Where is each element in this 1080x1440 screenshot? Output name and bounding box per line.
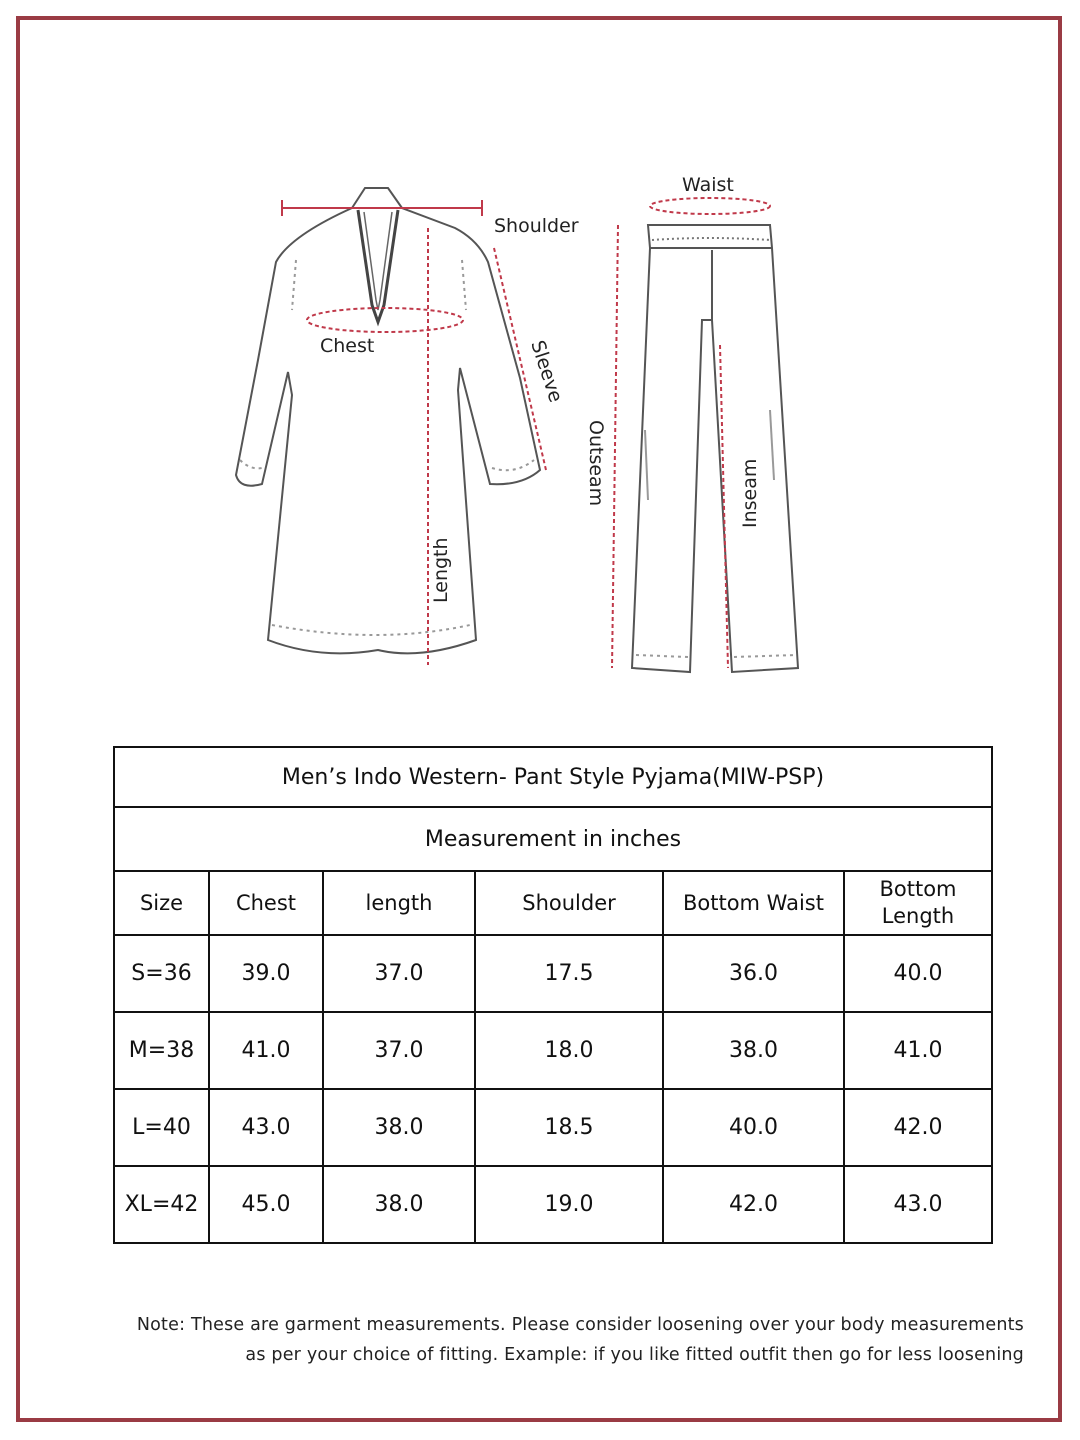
cell-bottom-length: 42.0: [844, 1089, 992, 1166]
cell-shoulder: 18.0: [475, 1012, 663, 1089]
cell-bottom-waist: 40.0: [663, 1089, 844, 1166]
cell-chest: 39.0: [209, 935, 323, 1012]
kurta-markers: [282, 200, 546, 665]
cell-length: 37.0: [323, 935, 475, 1012]
table-row: [114, 935, 992, 1012]
cell-bottom-length: 40.0: [844, 935, 992, 1012]
table-title-row: [114, 747, 992, 807]
note-line-2: as per your choice of fitting. Example: if you like fitted outfit then go for less loosening: [245, 1345, 1024, 1365]
cell-length: 37.0: [323, 1012, 475, 1089]
cell-bottom-length: 43.0: [844, 1166, 992, 1243]
inseam-label: Inseam: [739, 458, 761, 528]
cell-chest: 45.0: [209, 1166, 323, 1243]
table-title: Men’s Indo Western- Pant Style Pyjama(MIW-PSP): [114, 747, 992, 807]
cell-shoulder: 19.0: [475, 1166, 663, 1243]
shoulder-label: Shoulder: [494, 215, 579, 237]
cell-length: 38.0: [323, 1089, 475, 1166]
header-length: length: [323, 871, 475, 935]
measurement-diagram: [0, 0, 1080, 700]
header-shoulder: Shoulder: [475, 871, 663, 935]
cell-shoulder: 18.5: [475, 1089, 663, 1166]
table-row: [114, 1089, 992, 1166]
pants-illustration: [632, 225, 798, 672]
table-header-row: [114, 871, 992, 935]
chest-label: Chest: [320, 335, 375, 357]
cell-size: L=40: [114, 1089, 209, 1166]
outseam-label: Outseam: [585, 420, 607, 507]
note-line-1: Note: These are garment measurements. Please consider loosening over your body measurements: [136, 1315, 1024, 1335]
kurta-illustration: [236, 188, 540, 653]
cell-chest: 41.0: [209, 1012, 323, 1089]
cell-size: XL=42: [114, 1166, 209, 1243]
table-row: [114, 1012, 992, 1089]
header-bottom-waist: Bottom Waist: [663, 871, 844, 935]
cell-chest: 43.0: [209, 1089, 323, 1166]
sleeve-label: Sleeve: [526, 337, 567, 406]
cell-shoulder: 17.5: [475, 935, 663, 1012]
header-size: Size: [114, 871, 209, 935]
size-chart-table: [113, 746, 993, 1244]
cell-size: M=38: [114, 1012, 209, 1089]
cell-bottom-length: 41.0: [844, 1012, 992, 1089]
cell-bottom-waist: 38.0: [663, 1012, 844, 1089]
fitting-note: [58, 1310, 1024, 1370]
header-chest: Chest: [209, 871, 323, 935]
header-bottom-length: Bottom Length: [844, 871, 992, 935]
length-label: Length: [430, 537, 452, 603]
cell-bottom-waist: 42.0: [663, 1166, 844, 1243]
table-subtitle: Measurement in inches: [114, 807, 992, 871]
cell-length: 38.0: [323, 1166, 475, 1243]
table-subtitle-row: [114, 807, 992, 871]
waist-label: Waist: [682, 174, 734, 196]
cell-size: S=36: [114, 935, 209, 1012]
table-row: [114, 1166, 992, 1243]
cell-bottom-waist: 36.0: [663, 935, 844, 1012]
